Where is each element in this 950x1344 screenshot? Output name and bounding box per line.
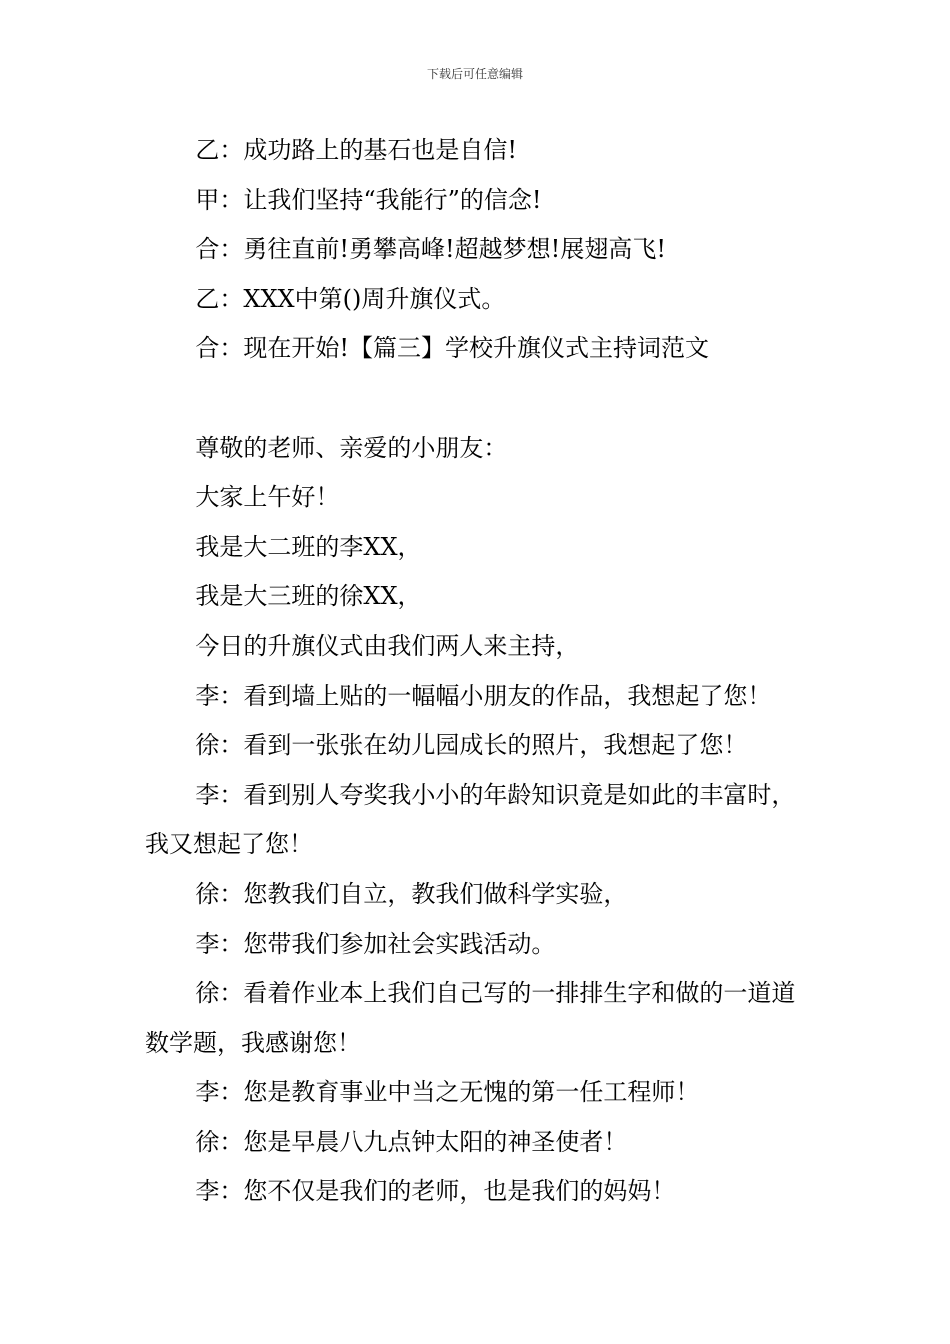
paragraph: 大家上午好！ [195,483,340,512]
paragraph: 李：您是教育事业中当之无愧的第一任工程师！ [195,1078,700,1107]
paragraph: 徐：看着作业本上我们自己写的一排排生字和做的一道道数学题，我感谢您！ [145,979,796,1057]
paragraph: 合：现在开始!【篇三】学校升旗仪式主持词范文 [195,334,710,363]
paragraph: 我是大三班的徐XX， [195,582,422,611]
paragraph: 我是大二班的李XX， [195,532,422,561]
page-header: 下载后可任意编辑 [426,67,523,81]
document-body [145,126,810,1217]
paragraph: 乙：XXX中第()周升旗仪式。 [195,284,506,313]
paragraph: 乙：成功路上的基石也是自信! [195,136,518,164]
paragraph: 尊敬的老师、亲爱的小朋友： [195,433,508,462]
paragraph: 李：看到墙上贴的一幅幅小朋友的作品，我想起了您！ [195,681,772,710]
blank-line [145,374,810,424]
paragraph: 徐：您是早晨八九点钟太阳的神圣使者！ [195,1127,628,1156]
paragraph: 甲：让我们坚持“我能行”的信念! [195,185,542,214]
paragraph: 徐：看到一张张在幼儿园成长的照片，我想起了您！ [195,731,748,760]
paragraph: 合：勇往直前!勇攀高峰!超越梦想!展翅高飞! [195,235,666,264]
paragraph: 李：您不仅是我们的老师，也是我们的妈妈！ [195,1177,676,1206]
paragraph: 李：您带我们参加社会实践活动。 [195,929,556,958]
paragraph: 徐：您教我们自立，教我们做科学实验， [195,879,628,908]
paragraph: 今日的升旗仪式由我们两人来主持， [195,631,580,660]
paragraph: 李：看到别人夸奖我小小的年龄知识竟是如此的丰富时，我又想起了您！ [145,780,796,859]
